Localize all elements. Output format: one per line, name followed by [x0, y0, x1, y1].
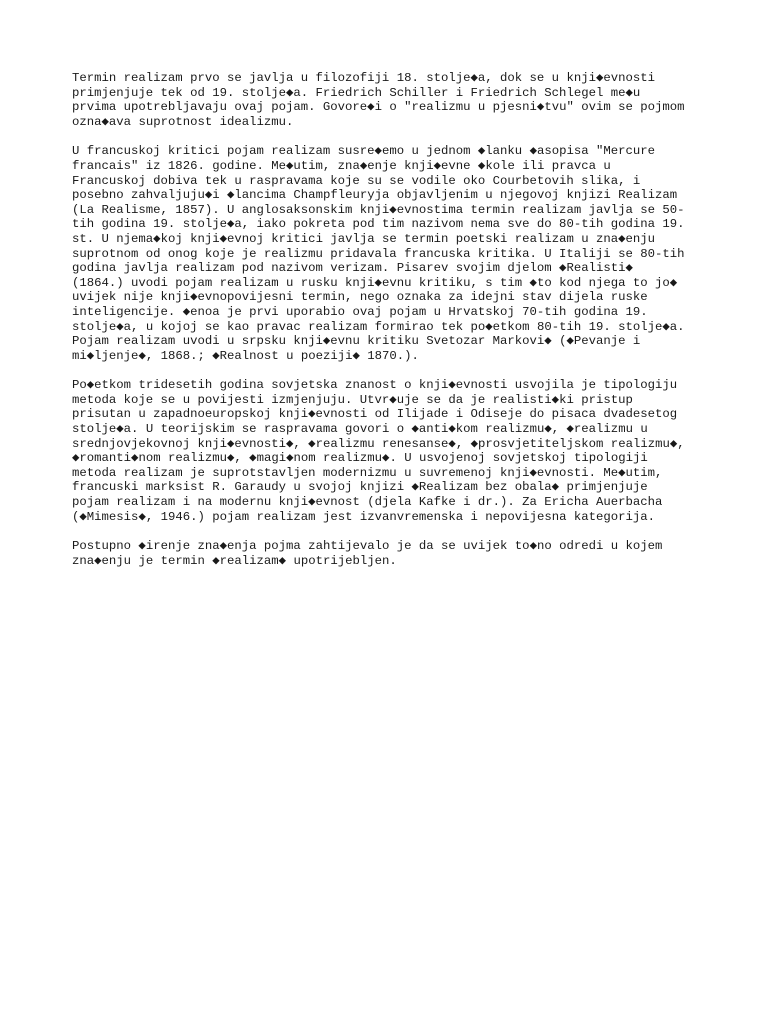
- document-body: [72, 71, 712, 583]
- paragraph-3: Po◆etkom tridesetih godina sovjetska znanost o knji◆evnosti usvojila je tipologiju metoda koje se u povijesti izmjenjuju. Utvr◆uje se da je realisti◆ki pristup prisutan u zapadnoeuropskoj knji◆evnosti od Ilijade i Odiseje do pisaca dvadesetog stolje◆a. U teorijskim se raspravama govori o ◆anti◆kom realizmu◆, ◆realizmu u srednjovjekovnoj knji◆evnosti◆, ◆realizmu renesanse◆, ◆prosvjetiteljskom realizmu◆, ◆romanti◆nom realizmu◆, ◆magi◆nom realizmu◆. U usvojenoj sovjetskoj tipologiji metoda realizam je suprotstavljen modernizmu u suvremenoj knji◆evnosti. Me◆utim, francuski marksist R. Garaudy u svojoj knjizi ◆Realizam bez obala◆ primjenjuje pojam realizam i na modernu knji◆evnost (djela Kafke i dr.). Za Ericha Auerbacha (◆Mimesis◆, 1946.) pojam realizam jest izvanvremenska i nepovijesna kategorija.: [72, 378, 685, 524]
- paragraph-2: U francuskoj kritici pojam realizam susre◆emo u jednom ◆lanku ◆asopisa "Mercure francais" iz 1826. godine. Me◆utim, zna◆enje knji◆evne ◆kole ili pravca u Francuskoj dobiva tek u raspravama koje su se vodile oko Courbetovih slika, i posebno zahvaljuju◆i ◆lancima Champfleuryja objavljenim u njegovoj knjizi Realizam (La Realisme, 1857). U anglosaksonskim knji◆evnostima termin realizam javlja se 50- tih godina 19. stolje◆a, iako pokreta pod tim nazivom nema sve do 80-tih godina 19. st. U njema◆koj knji◆evnoj kritici javlja se termin poetski realizam u zna◆enju suprotnom od onog koje je realizmu pridavala francuska kritika. U Italiji se 80-tih godina javlja realizam pod nazivom verizam. Pisarev svojim djelom ◆Realisti◆ (1864.) uvodi pojam realizam u rusku knji◆evnu kritiku, s tim ◆to kod njega to jo◆ uvijek nije knji◆evnopovijesni termin, nego oznaka za idejni stav dijela ruske inteligencije. ◆enoa je prvi uporabio ovaj pojam u Hrvatskoj 70-tih godina 19. stolje◆a, u kojoj se kao pravac realizam formirao tek po◆etkom 80-tih 19. stolje◆a. Pojam realizam uvodi u srpsku knji◆evnu kritiku Svetozar Markovi◆ (◆Pevanje i mi◆ljenje◆, 1868.; ◆Realnost u poeziji◆ 1870.).: [72, 144, 685, 363]
- paragraph-4: Postupno ◆irenje zna◆enja pojma zahtijevalo je da se uvijek to◆no odredi u kojem zna◆enju je termin ◆realizam◆ upotrijebljen.: [72, 539, 663, 568]
- paragraph-1: Termin realizam prvo se javlja u filozofiji 18. stolje◆a, dok se u knji◆evnosti primjenjuje tek od 19. stolje◆a. Friedrich Schiller i Friedrich Schlegel me◆u prvima upotrebljavaju ovaj pojam. Govore◆i o "realizmu u pjesni◆tvu" ovim se pojmom ozna◆ava suprotnost idealizmu.: [72, 71, 685, 129]
